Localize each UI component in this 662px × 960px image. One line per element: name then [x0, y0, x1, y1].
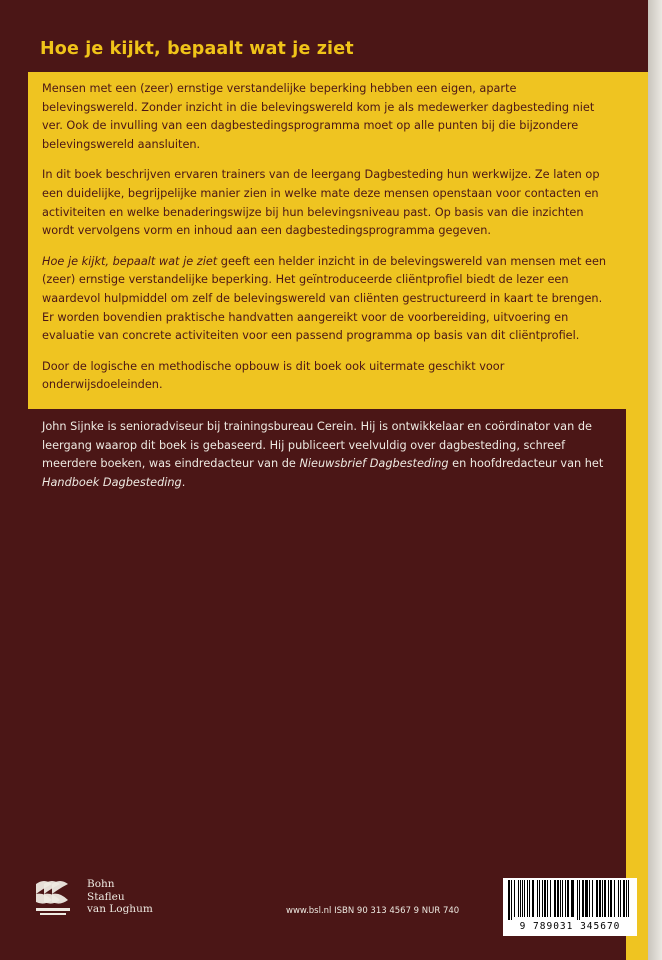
- publisher-line-1: Bohn: [87, 878, 115, 890]
- barcode-bar: [511, 880, 512, 920]
- barcode-bar: [537, 880, 538, 917]
- barcode-bar: [524, 880, 525, 917]
- barcode-bar: [599, 880, 601, 917]
- author-bio-text-c: .: [181, 475, 186, 489]
- blurb-paragraph-3-text: geeft een helder inzicht in de belevingswereld van mensen met een (zeer) ernstige verstandelijke beperking. Het geïntroduceerde cliëntprofiel biedt de lezer een waardevol hulpmiddel om zelf de belevingswereld van cliënten gestructureerd in kaart te brengen. Er worden bovendien praktische handvatten aangereikt voor de voorbereiding, uitvoering en evaluatie van concrete activiteiten voor een passend programma op basis van dit cliëntprofiel.: [42, 254, 607, 343]
- barcode-bar: [626, 880, 627, 917]
- book-title: Hoe je kijkt, bepaalt wat je ziet: [40, 39, 354, 59]
- author-bio: [42, 418, 614, 492]
- publisher-name: [87, 878, 153, 916]
- barcode-bar: [582, 880, 584, 917]
- barcode-bar: [571, 880, 574, 917]
- barcode-bar: [544, 880, 546, 917]
- title-bar: [28, 0, 626, 72]
- barcode-bar: [508, 880, 510, 920]
- barcode-bar: [560, 880, 561, 917]
- barcode-bar: [618, 880, 619, 917]
- author-bio-paragraph: [42, 418, 614, 492]
- barcode-bar: [596, 880, 598, 917]
- barcode-number: 9 789031 345670: [519, 921, 621, 932]
- barcode-bar: [579, 880, 580, 920]
- barcode-bar: [554, 880, 556, 917]
- barcode-bar: [514, 880, 515, 917]
- blurb-paragraph-4: Door de logische en methodische opbouw is dit boek ook uitermate geschikt voor onderwijsdoeleinden.: [42, 359, 505, 392]
- barcode-bar: [620, 880, 621, 917]
- barcode-bar: [550, 880, 551, 917]
- barcode: [503, 878, 637, 936]
- barcode-bar: [567, 880, 569, 917]
- publisher-line-2: Stafleu: [87, 890, 125, 903]
- author-bio-italic-b: Handboek Dagbesteding: [42, 475, 182, 489]
- barcode-bar: [542, 880, 543, 917]
- barcode-bar: [529, 880, 530, 917]
- barcode-bar: [532, 880, 534, 917]
- blurb-paragraph-1: Mensen met een (zeer) ernstige verstandelijke beperking hebben een eigen, aparte belevingswereld. Zonder inzicht in die belevingswereld kom je als medewerker dagbesteding niet ver. Ook de invulling van een dagbestedingsprogramma moet op alle punten bij die bijzondere belevingswereld aansluiten.: [42, 82, 595, 151]
- barcode-bar: [628, 880, 629, 917]
- blurb-paragraph-3: [42, 253, 614, 346]
- blurb-text: [42, 80, 614, 395]
- book-spine-edge: [648, 0, 662, 960]
- blurb-paragraph-2: In dit boek beschrijven ervaren trainers van de leergang Dagbesteding hun werkwijze. Ze laten op een duidelijke, begrijpelijke manier zien in welke mate deze mensen openstaan voor contacten en activiteiten en welke benaderingswijze bij hun belevingsniveau past. Op basis van die inzichten wordt vervolgens vorm en inhoud aan een dagbestedingsprogramma gegeven.: [42, 168, 600, 238]
- barcode-bar: [602, 880, 603, 917]
- barcode-bar: [547, 880, 548, 917]
- barcode-bar: [585, 880, 588, 917]
- author-bio-text-b: en hoofdredacteur van het: [448, 457, 604, 471]
- barcode-bar: [565, 880, 566, 917]
- barcode-bar: [604, 880, 606, 917]
- barcode-bar: [610, 880, 612, 917]
- barcode-bar: [592, 880, 593, 917]
- barcode-bar: [577, 880, 578, 920]
- barcode-bar: [518, 880, 519, 917]
- barcode-bar: [539, 880, 540, 917]
- barcode-bar: [623, 880, 625, 917]
- blurb-title-italic: Hoe je kijkt, bepaalt wat je ziet: [42, 254, 218, 268]
- barcode-bar: [527, 880, 528, 917]
- author-bio-text-a: John Sijnke is senioradviseur bij trainingsbureau Cerein. Hij is ontwikkelaar en coördinator van de leergang waarop dit boek is gebaseerd. Hij publiceert veelvuldig over dagbesteding, schreef meerdere boeken, was eindredacteur van de: [42, 420, 592, 471]
- yellow-side-strip: [626, 72, 648, 960]
- barcode-bar: [557, 880, 559, 917]
- barcode-bar: [608, 880, 609, 917]
- author-bio-italic-a: Nieuwsbrief Dagbesteding: [299, 457, 449, 471]
- barcode-bar: [614, 880, 615, 917]
- isbn-imprint: www.bsl.nl ISBN 90 313 4567 9 NUR 740: [286, 906, 460, 916]
- barcode-bar: [562, 880, 563, 917]
- barcode-bar: [520, 880, 521, 917]
- barcode-bar: [589, 880, 590, 917]
- barcode-bars: [506, 880, 634, 920]
- publisher-line-3: van Loghum: [87, 903, 153, 915]
- barcode-bar: [522, 880, 523, 917]
